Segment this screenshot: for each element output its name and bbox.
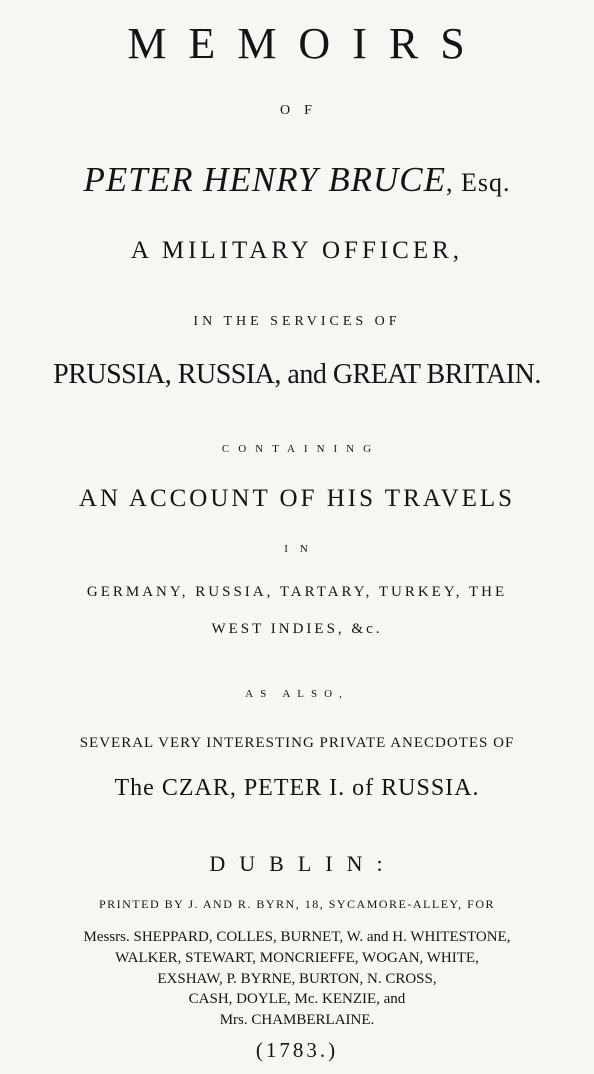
places-line-1: GERMANY, RUSSIA, TARTARY, TURKEY, THE <box>86 584 508 600</box>
account-line: AN ACCOUNT OF HIS TRAVELS <box>78 485 516 512</box>
countries-line: PRUSSIA, RUSSIA, and GREAT BRITAIN. <box>53 359 541 390</box>
book-title: MEMOIRS <box>127 19 487 68</box>
author-line <box>0 162 594 197</box>
of-line: OF <box>280 103 326 118</box>
czar-line: The CZAR, PETER I. of RUSSIA. <box>114 775 480 801</box>
author-suffix: , Esq. <box>445 168 511 197</box>
imprint-city: DUBLIN: <box>209 851 397 876</box>
author-description: A MILITARY OFFICER, <box>130 237 464 264</box>
printer-line: PRINTED BY J. AND R. BYRN, 18, SYCAMORE-ALLEY, FOR <box>98 897 496 911</box>
publishers-line-1: Messrs. SHEPPARD, COLLES, BURNET, W. and H. WHITESTONE, <box>83 929 511 945</box>
publishers-line-2: WALKER, STEWART, MONCRIEFFE, WOGAN, WHITE, <box>115 950 479 966</box>
places-line-2: WEST INDIES, &c. <box>211 621 383 637</box>
as-also-line: AS ALSO, <box>245 688 349 700</box>
services-line: IN THE SERVICES OF <box>193 314 401 329</box>
containing-line: CONTAINING <box>221 443 381 455</box>
anecdotes-line: SEVERAL VERY INTERESTING PRIVATE ANECDOTES OF <box>79 735 515 751</box>
publishers-line-4: CASH, DOYLE, Mc. KENZIE, and <box>188 991 406 1007</box>
publication-year: (1783.) <box>255 1038 339 1062</box>
author-name: PETER HENRY BRUCE <box>83 160 446 199</box>
publishers-line-3: EXSHAW, P. BYRNE, BURTON, N. CROSS, <box>157 971 437 987</box>
publishers-line-5: Mrs. CHAMBERLAINE. <box>219 1012 375 1028</box>
in-line: IN <box>284 543 320 555</box>
